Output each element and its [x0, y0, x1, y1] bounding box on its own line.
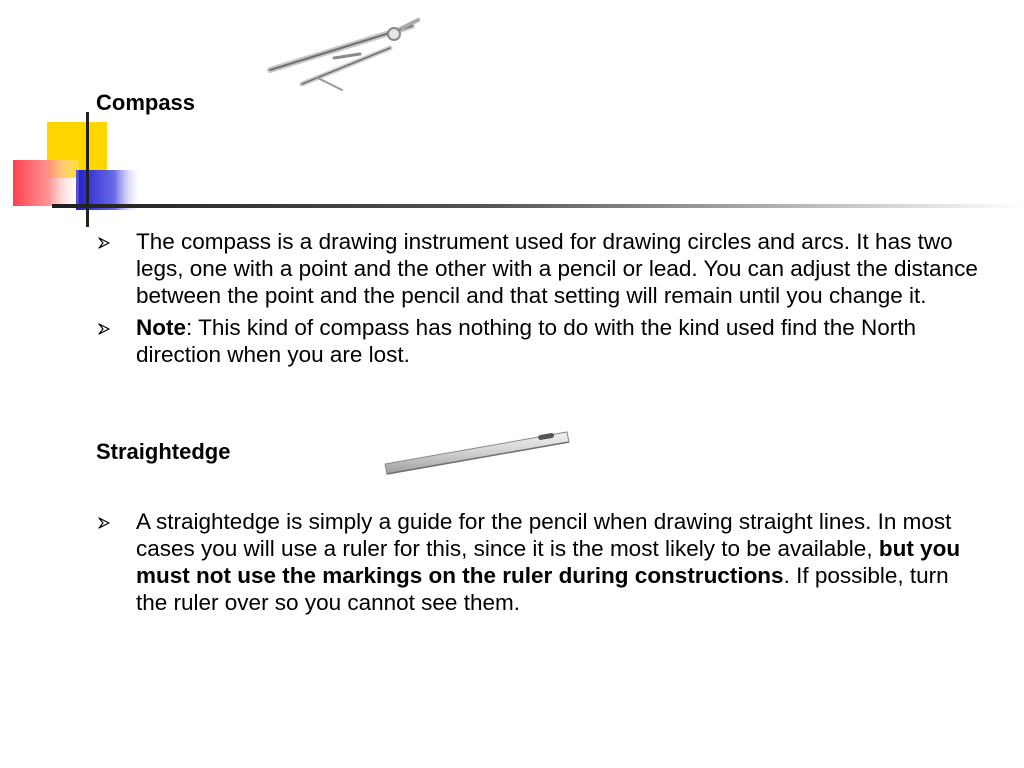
arrowhead-bullet-icon: [98, 517, 110, 529]
arrowhead-bullet-icon: [98, 237, 110, 249]
divider-line: [52, 204, 1024, 208]
straightedge-bullet-list: [96, 508, 986, 621]
list-item: [96, 314, 986, 368]
drawing-compass-icon: [262, 18, 424, 94]
list-item: [96, 508, 986, 616]
vertical-rule: [86, 112, 89, 227]
list-item: [96, 228, 986, 309]
straightedge-ruler-icon: [383, 420, 571, 486]
note-text: : This kind of compass has nothing to do with the kind used find the North direction when you are lost.: [136, 315, 917, 367]
section-title-straightedge: Straightedge: [96, 439, 231, 464]
section-title-compass: Compass: [96, 90, 196, 115]
compass-description: The compass is a drawing instrument used for drawing circles and arcs. It has two legs, one with a point and the other with a pencil or lead. You can adjust the distance between the point and the pencil and that setting will remain until you change it.: [136, 229, 978, 308]
note-label: Note: [136, 315, 186, 340]
compass-bullet-list: [96, 228, 986, 373]
arrowhead-bullet-icon: [98, 323, 110, 335]
decorative-header: [0, 0, 1024, 240]
red-block: [13, 160, 79, 206]
straightedge-text-end: . If possible, turn the ruler over so you cannot see them.: [136, 563, 949, 615]
straightedge-warning: but you must not use the markings on the ruler during constructions: [136, 536, 961, 588]
straightedge-text-start: A straightedge is simply a guide for the pencil when drawing straight lines. In most cases you will use a ruler for this, since it is the most likely to be available,: [136, 509, 952, 561]
